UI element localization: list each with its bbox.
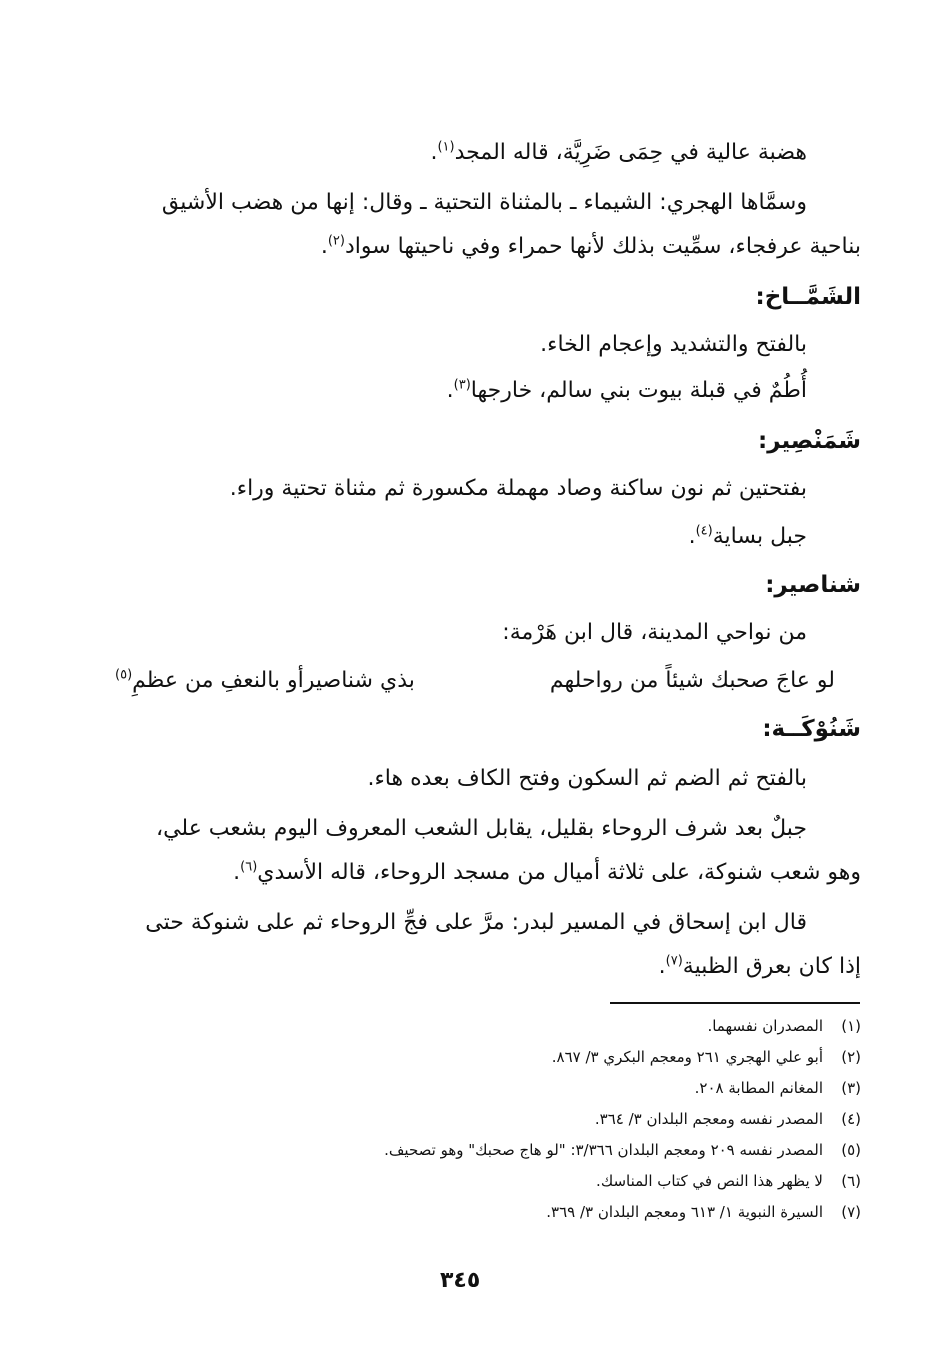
verse-first-hemistich: لو عاجَ صحبك شيئاً من رواحلهم <box>549 668 835 693</box>
footnote-number: (٦) <box>841 1172 861 1190</box>
period: . <box>688 524 696 549</box>
footnote-number: (٤) <box>841 1110 861 1128</box>
shanasir-line-1 <box>502 618 807 648</box>
footnote-number: (٢) <box>841 1048 861 1066</box>
intro-line-2-text: وسمَّاها الهجري: الشيماء ـ بالمثناة التحتية ـ وقال: إنها من هضب الأشيق <box>161 190 807 215</box>
footnote-number: (٣) <box>841 1079 861 1097</box>
shammakh-line-2-text: أُطُمٌ في قبلة بيوت بني سالم، خارجها <box>470 378 807 403</box>
shammakh-line-1 <box>540 330 807 360</box>
shanuka-line-4-text: قال ابن إسحاق في المسير لبدر: مرَّ على فجِّ الروحاء ثم على شنوكة حتى <box>145 910 807 935</box>
intro-line-1 <box>430 138 807 168</box>
footnote-ref-2[interactable]: (٢) <box>327 233 345 249</box>
shanuka-line-2-text: جبلٌ بعد شرف الروحاء بقليل، يقابل الشعب المعروف اليوم بشعب علي، <box>155 816 807 841</box>
shanuka-line-4 <box>145 908 807 938</box>
intro-line-3-text: بناحية عرفجاء، سمِّيت بذلك لأنها حمراء وفي ناحيتها سواد <box>344 234 861 259</box>
footnote-text: المصدر نفسه ٢٠٩ ومعجم البلدان ٣/٣٦٦: "لو هاج صحبك" وهو تصحيف. <box>384 1141 823 1159</box>
footnote-text: المغانم المطابة ٢٠٨. <box>694 1079 823 1097</box>
verse-second-hemistich <box>115 666 415 696</box>
shanuka-line-1-text: بالفتح ثم الضم ثم السكون وفتح الكاف بعده هاء. <box>367 766 807 791</box>
footnote-1 <box>707 1015 861 1037</box>
poetry-verse <box>115 666 835 696</box>
main-text <box>101 0 861 1000</box>
footnote-number: (١) <box>841 1017 861 1035</box>
page-number: ٣٤٥ <box>440 1268 481 1293</box>
headword-shamansir: شَمَنْصِير: <box>758 428 861 454</box>
verse-second-hemistich-text: بذي شناصيرأو بالنعفِ من عظمِ <box>132 668 415 693</box>
shamansir-line-2-text: جبل بساية <box>712 524 807 549</box>
shanuka-line-5 <box>659 952 861 982</box>
shamansir-line-1-text: بفتحتين ثم نون ساكنة وصاد مهملة مكسورة ثم مثناة تحتية وراء. <box>229 476 807 501</box>
shanuka-line-5-text: إذا كان بعرق الظبية <box>682 954 861 979</box>
headword-shammakh: الشَمَّــاخ: <box>755 284 861 310</box>
footnote-ref-5[interactable]: (٥) <box>115 667 133 683</box>
period: . <box>446 378 454 403</box>
footnote-ref-1[interactable]: (١) <box>437 139 455 155</box>
period: . <box>233 860 241 885</box>
footnote-ref-3[interactable]: (٣) <box>453 377 471 393</box>
shammakh-line-2 <box>447 376 807 406</box>
shanuka-line-3 <box>233 858 861 888</box>
footnote-text: لا يظهر هذا النص في كتاب المناسك. <box>596 1172 823 1190</box>
footnote-ref-6[interactable]: (٦) <box>240 859 258 875</box>
headword-shanuka: شَنُوْكَــة: <box>762 716 861 742</box>
footnote-4 <box>595 1108 861 1130</box>
shamansir-line-2 <box>689 522 807 552</box>
shanuka-line-3-text: وهو شعب شنوكة، على ثلاثة أميال من مسجد الروحاء، قاله الأسدي <box>257 860 861 885</box>
footnote-3 <box>695 1077 861 1099</box>
period: . <box>430 140 438 165</box>
footnote-ref-4[interactable]: (٤) <box>695 523 713 539</box>
shanasir-line-1-text: من نواحي المدينة، قال ابن هَرْمة: <box>502 620 807 645</box>
footnote-divider <box>610 1002 860 1004</box>
period: . <box>658 954 666 979</box>
footnote-2 <box>552 1046 861 1068</box>
shamansir-line-1 <box>230 474 807 504</box>
intro-line-3 <box>321 232 861 262</box>
footnote-number: (٧) <box>841 1203 861 1221</box>
headword-shanasir: شناصير: <box>765 572 861 598</box>
period: . <box>320 234 328 259</box>
footnote-text: المصدر نفسه ومعجم البلدان ٣/ ٣٦٤. <box>594 1110 823 1128</box>
shammakh-line-1-text: بالفتح والتشديد وإعجام الخاء. <box>540 332 807 357</box>
footnote-ref-7[interactable]: (٧) <box>665 953 683 969</box>
footnote-6 <box>596 1170 861 1192</box>
footnote-5 <box>384 1139 861 1161</box>
shanuka-line-1 <box>367 764 807 794</box>
footnote-7 <box>546 1201 861 1223</box>
footnote-text: المصدران نفسهما. <box>707 1017 823 1035</box>
intro-line-2 <box>162 188 807 218</box>
intro-line-1-text: هضبة عالية في حِمَى ضَرِيَّة، قاله المجد <box>454 140 807 165</box>
footnote-text: السيرة النبوية ١/ ٦١٣ ومعجم البلدان ٣/ ٣٦٩. <box>546 1203 823 1221</box>
shanuka-line-2 <box>156 814 807 844</box>
footnote-text: أبو علي الهجري ٢٦١ ومعجم البكري ٣/ ٨٦٧. <box>551 1048 823 1066</box>
footnote-number: (٥) <box>841 1141 861 1159</box>
